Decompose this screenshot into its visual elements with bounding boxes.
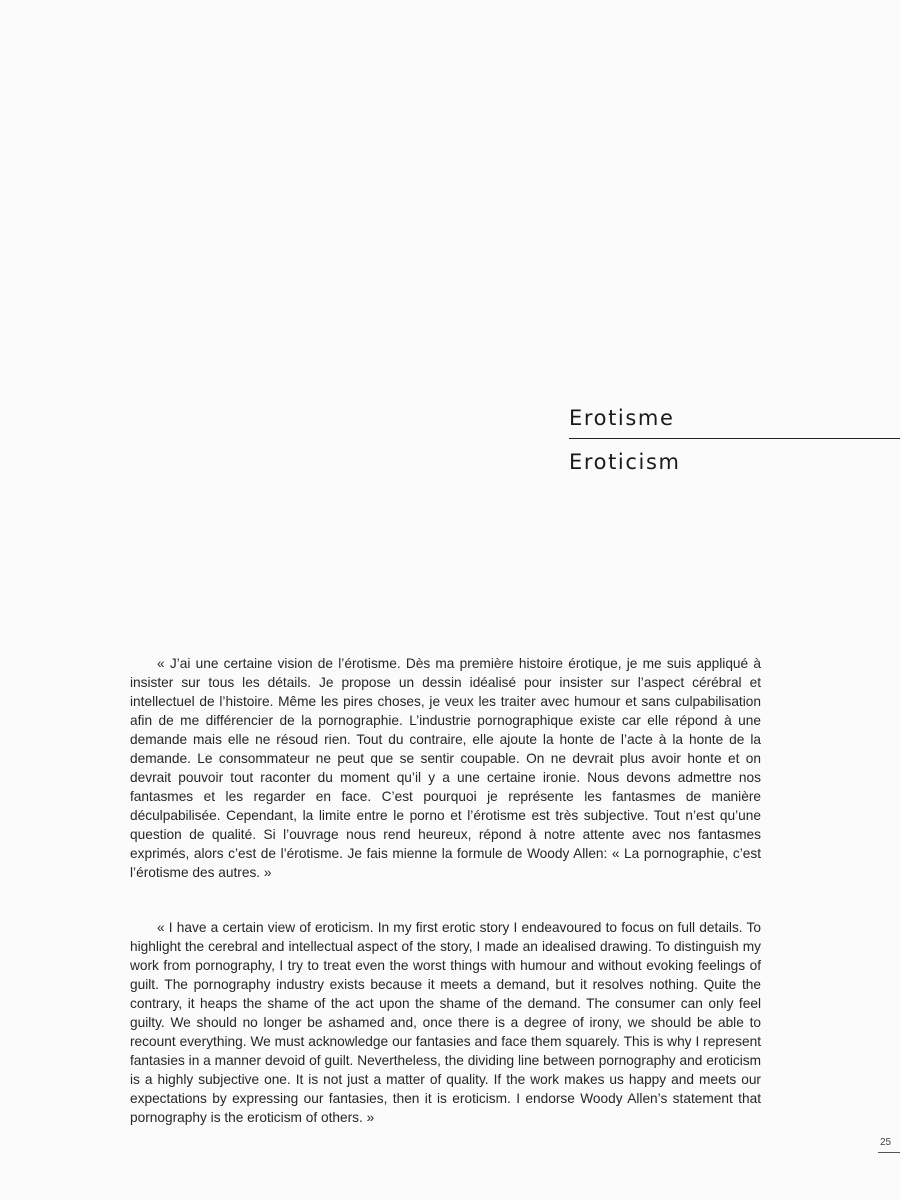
heading-title-english: Eroticism [569,450,681,474]
page-number: 25 [880,1137,892,1148]
english-quote-block [130,918,761,1127]
heading-divider [569,438,900,439]
english-paragraph: « I have a certain view of eroticism. In my first erotic story I endeavoured to focus on full details. To highlight the cerebral and intellectual aspect of the story, I made an idealised drawing. To distinguish my work from pornography, I try to treat even the worst things with humour and without evoking feelings of guilt. The pornography industry exists because it meets a demand, but it resolves nothing. Quite the contrary, it heaps the shame of the act upon the shame of the demand. The consumer can only feel guilty. We should no longer be ashamed and, once there is a degree of irony, we should be able to recount everything. We must acknowledge our fantasies and face them squarely. This is why I represent fantasies in a manner devoid of guilt. Nevertheless, the dividing line between pornography and eroticism is a highly subjective one. It is not just a matter of quality. If the work makes us happy and meets our expectations by expressing our fantasies, then it is eroticism. I endorse Woody Allen’s statement that pornography is the eroticism of others. » [130,920,761,1125]
french-quote-block [130,654,761,882]
page-number-rule [878,1152,900,1153]
heading-title-french: Erotisme [569,406,675,430]
french-paragraph: « J’ai une certaine vision de l’érotisme. Dès ma première histoire érotique, je me suis appliqué à insister sur tous les détails. Je propose un dessin idéalisé pour insister sur l’aspect cérébral et intellectuel de l’histoire. Même les pires choses, je veux les traiter avec humour et sans culpabilisation afin de me différencier de la pornographie. L’industrie pornographique existe car elle répond à une demande mais elle ne résoud rien. Tout du contraire, elle ajoute la honte de l’acte à la honte de la demande. Le consommateur ne peut que se sentir coupable. On ne devrait plus avoir honte et on devrait pouvoir tout raconter du moment qu’il y a une certaine ironie. Nous devons admettre nos fantasmes et les regarder en face. C’est pourquoi je représente les fantasmes de manière déculpabilisée. Cependant, la limite entre le porno et l’érotisme est très subjective. Tout n’est qu’une question de qualité. Si l’ouvrage nous rend heureux, répond à notre attente avec nos fantasmes exprimés, alors c’est de l’érotisme. Je fais mienne la formule de Woody Allen: « La pornographie, c’est l’érotisme des autres. » [130,656,761,880]
section-heading [569,400,900,480]
